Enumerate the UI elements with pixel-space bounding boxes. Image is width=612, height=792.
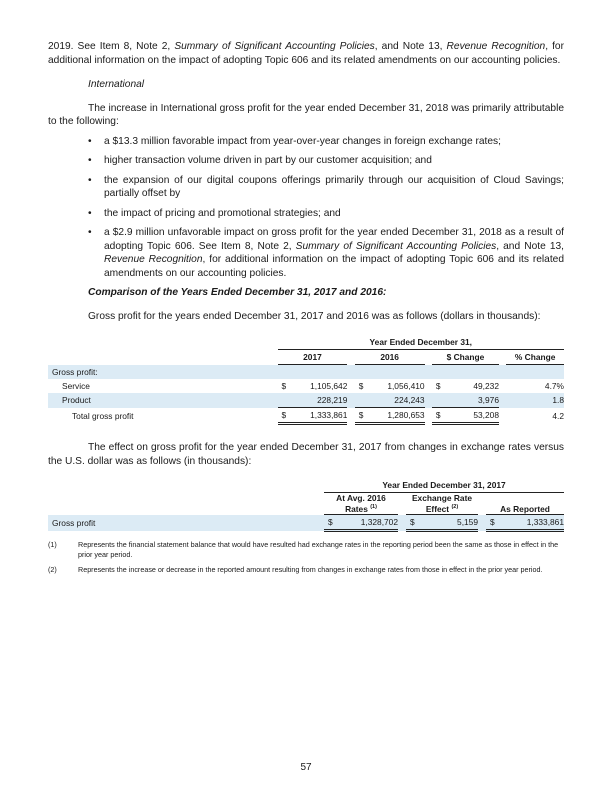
intro-paragraph <box>48 40 564 67</box>
table-row: Product 228,219 224,243 3,976 1.8 <box>48 393 564 408</box>
footnotes <box>48 540 564 575</box>
intro-emphasis: Revenue Recognition <box>446 41 546 52</box>
table-row: Total gross profit $ 1,333,861 $ 1,280,653 $ 53,208 4.2 <box>48 408 564 424</box>
comparison-heading: Comparison of the Years Ended December 31, 2017 and 2016: <box>88 287 387 298</box>
international-heading: International <box>88 79 145 90</box>
comparison-lead: Gross profit for the years ended December 31, 2017 and 2016 was as follows (dollars in thousands): <box>88 310 541 322</box>
row-label: Product <box>48 393 278 408</box>
list-item: • higher transaction volume driven in part by our customer acquisition; and <box>88 155 432 166</box>
table-row <box>48 365 564 380</box>
bullet-icon: • <box>88 174 92 186</box>
list-item: • the impact of pricing and promotional strategies; and <box>88 207 341 219</box>
column-header-pct-change: % Change <box>506 350 564 365</box>
intro-text: , and Note 13, <box>374 41 447 52</box>
bullet-icon: • <box>88 207 92 219</box>
document-page <box>48 40 564 575</box>
list-item: • a $2.9 million unfavorable impact on gross profit for the year ended December 31, 2018 as a result of adopting Topic 606. See Item 8, Note 2, Summary of Significant Accounting Policies, and Note 13, Revenue Recognition, for additional information on the impact of adopting Topic 606 and its related amendments on our accounting policies. <box>88 227 564 279</box>
page-number: 57 <box>300 762 312 773</box>
intro-emphasis: Summary of Significant Accounting Policies <box>174 41 375 52</box>
international-bullet-list <box>48 135 564 281</box>
column-header-as-reported: As Reported <box>486 493 564 515</box>
row-label: Service <box>62 381 90 391</box>
list-item: • the expansion of our digital coupons offerings primarily through our acquisition of Cloud Savings; partially offset by <box>88 174 564 199</box>
table-group-header: Year Ended December 31, 2017 <box>324 478 564 493</box>
fx-table <box>48 478 564 532</box>
list-item: • a $13.3 million favorable impact from year-over-year changes in foreign exchange rates; <box>88 135 501 147</box>
intro-text: 2019. See Item 8, Note 2, <box>48 41 175 52</box>
bullet-icon: • <box>88 135 92 147</box>
international-lead: The increase in International gross profit for the year ended December 31, 2018 was primarily attributable to the following: <box>48 102 564 127</box>
bullet-icon: • <box>88 155 92 166</box>
column-header-exchange-effect: Exchange Rate Effect $^{(2)}$ <box>406 493 478 515</box>
column-header-2016: 2016 <box>355 350 425 365</box>
column-header-avg-rates: At Avg. 2016 Rates $^{(1)}$ <box>324 493 398 515</box>
gross-profit-table <box>48 335 564 425</box>
column-header-dollar-change: $ Change <box>432 350 499 365</box>
table-row: Service $ 1,105,642 $ 1,056,410 $ 49,232 4.7% <box>48 379 564 393</box>
column-header-2017: 2017 <box>278 350 348 365</box>
row-label: Gross profit <box>48 515 324 531</box>
bullet-icon: • <box>88 227 92 238</box>
table-row: Gross profit $ 1,328,702 $ 5,159 $ 1,333,861 <box>48 515 564 531</box>
section-label: Gross profit: <box>48 365 564 380</box>
intro-text: , for additional information on the impact of adopting Topic 606 and its related amendments on our accounting policies. <box>48 41 564 66</box>
table-group-header: Year Ended December 31, <box>278 335 564 350</box>
row-label: Total gross profit <box>72 410 134 421</box>
footnote: (2) Represents the increase or decrease in the reported amount resulting from changes in exchange rates from those in effect in the prior year period. <box>48 565 543 574</box>
fx-lead: The effect on gross profit for the year ended December 31, 2017 from changes in exchange rates versus the U.S. dollar was as follows (in thousands): <box>48 442 564 467</box>
footnote: (1) Represents the financial statement balance that would have resulted had exchange rates in the reporting period been the same as those in effect in the prior year period. <box>48 540 559 559</box>
